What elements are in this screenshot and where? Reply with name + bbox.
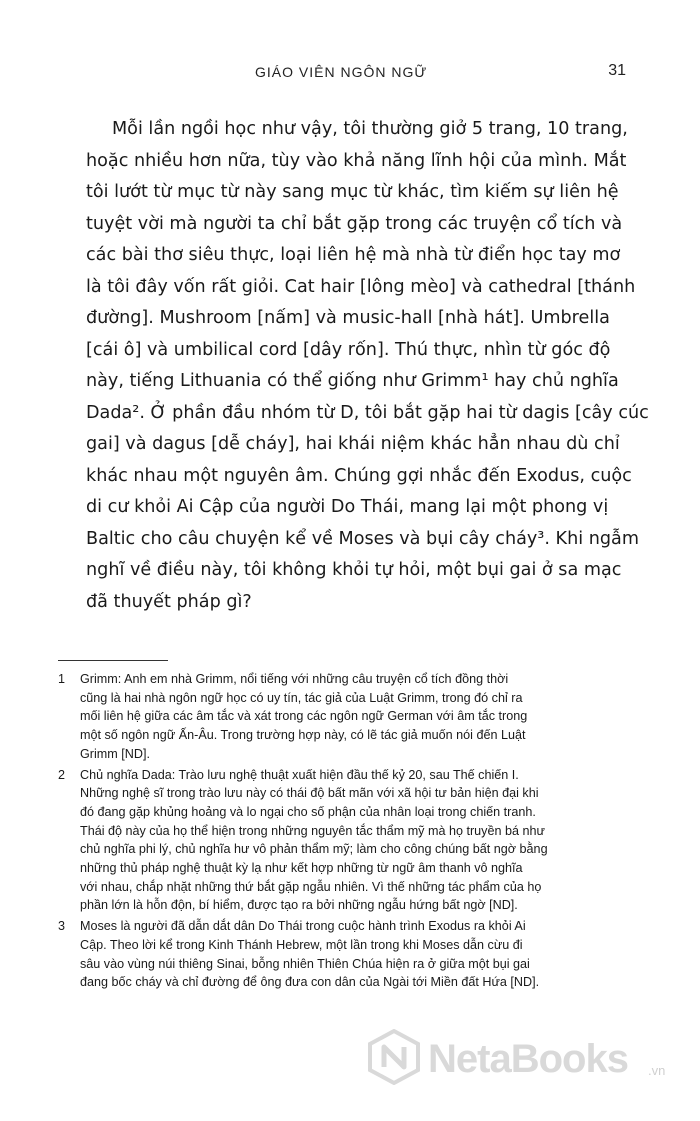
page-number: 31 bbox=[608, 62, 626, 79]
footnote-line: chủ nghĩa phi lý, chủ nghĩa hư vô phản thẩm mỹ; làm cho công chúng bất ngờ bằng bbox=[80, 842, 548, 857]
watermark bbox=[366, 1025, 686, 1095]
body-line: hoặc nhiều hơn nữa, tùy vào khả năng lĩnh hội của mình. Mắt bbox=[86, 150, 627, 171]
footnote-text bbox=[80, 917, 654, 992]
body-line: tuyệt vời mà người ta chỉ bắt gặp trong các truyện cổ tích và bbox=[86, 213, 623, 234]
footnote-text bbox=[80, 766, 654, 916]
body-line: là tôi đây vốn rất giỏi. Cat hair [lông mèo] và cathedral [thánh bbox=[86, 276, 636, 297]
footnote-number: 2 bbox=[58, 767, 66, 782]
footnote-line: Cập. Theo lời kể trong Kinh Thánh Hebrew, một lần trong khi Moses dẫn cừu đi bbox=[80, 937, 523, 952]
footnote-number: 1 bbox=[58, 672, 66, 686]
footnote bbox=[58, 766, 654, 916]
body-line: đã thuyết pháp gì? bbox=[86, 591, 252, 612]
footnotes bbox=[58, 670, 654, 994]
footnote-line: một số ngôn ngữ Ấn-Âu. Trong trường hợp này, có lẽ tác giả muốn nói đến Luật bbox=[80, 728, 526, 743]
footnote-number: 3 bbox=[58, 919, 66, 934]
footnote-line: Moses là người đã dẫn dắt dân Do Thái trong cuộc hành trình Exodus ra khỏi Ai bbox=[80, 919, 526, 934]
watermark-domain: .vn bbox=[648, 1063, 666, 1078]
body-line: các bài thơ siêu thực, loại liên hệ mà nhà từ điển học tay mơ bbox=[86, 245, 621, 265]
watermark-brand: NetaBooks bbox=[428, 1037, 628, 1081]
running-title: GIÁO VIÊN NGÔN NGỮ bbox=[255, 64, 428, 80]
body-line: này, tiếng Lithuania có thể giống như Grimm¹ hay chủ nghĩa bbox=[86, 371, 619, 391]
body-line: tôi lướt từ mục từ này sang mục từ khác, tìm kiếm sự liên hệ bbox=[86, 182, 619, 202]
footnote-line: với nhau, chắp nhặt những thứ bắt gặp ngẫu nhiên. Vì thế những tác phẩm của họ bbox=[80, 879, 542, 894]
body-line: Mỗi lần ngồi học như vậy, tôi thường giở 5 trang, 10 trang, bbox=[112, 119, 628, 139]
body-line: nghĩ về điều này, tôi không khỏi tự hỏi, một bụi gai ở sa mạc bbox=[86, 560, 622, 580]
body-line: gai] và dagus [dễ cháy], hai khái niệm khác hẳn nhau dù chỉ bbox=[86, 434, 620, 454]
footnote-divider bbox=[58, 660, 168, 661]
footnote bbox=[58, 670, 654, 764]
footnote-line: sâu vào vùng núi thiêng Sinai, bỗng nhiên Thiên Chúa hiện ra ở giữa một bụi gai bbox=[80, 956, 530, 971]
body-line: khác nhau một nguyên âm. Chúng gợi nhắc đến Exodus, cuộc bbox=[86, 465, 632, 486]
footnote-line: Thái độ này của họ thể hiện trong những nguyên tắc thẩm mỹ mà họ truyền bá như bbox=[80, 823, 545, 838]
netabooks-logo-icon bbox=[366, 1029, 422, 1085]
footnote-text bbox=[80, 670, 654, 764]
footnote-line: Chủ nghĩa Dada: Trào lưu nghệ thuật xuất hiện đầu thế kỷ 20, sau Thế chiến I. bbox=[80, 767, 519, 782]
footnote-line: đó đang gặp khủng hoảng và lo ngại cho số phận của nhân loại trong chiến tranh. bbox=[80, 804, 536, 819]
footnote-line: Những nghệ sĩ trong trào lưu này có thái độ bất mãn với xã hội tư bản hiện đại khi bbox=[80, 786, 539, 801]
body-line: Dada². Ở phần đầu nhóm từ D, tôi bắt gặp hai từ dagis [cây cúc bbox=[86, 402, 649, 423]
footnote-line: Grimm: Anh em nhà Grimm, nổi tiếng với những câu truyện cổ tích đồng thời bbox=[80, 672, 509, 686]
body-line: [cái ô] và umbilical cord [dây rốn]. Thú thực, nhìn từ góc độ bbox=[86, 339, 611, 360]
footnote-line: mối liên hệ giữa các âm tắc và xát trong các ngôn ngữ German với âm tắc trong bbox=[80, 709, 528, 724]
running-header bbox=[0, 60, 700, 90]
footnote-line: phần lớn là hỗn độn, bí hiểm, được tạo ra bởi những ngẫu hứng bất ngờ [ND]. bbox=[80, 898, 518, 913]
footnote-line: những thủ pháp nghệ thuật kỳ lạ như kết hợp những từ ngữ âm thanh vô nghĩa bbox=[80, 861, 523, 876]
footnote-line: cũng là hai nhà ngôn ngữ học có uy tín, tác giả của Luật Grimm, trong đó chỉ ra bbox=[80, 690, 523, 705]
body-line: Baltic cho câu chuyện kể về Moses và bụi cây cháy³. Khi ngẫm bbox=[86, 528, 639, 549]
body-line: đường]. Mushroom [nấm] và music-hall [nhà hát]. Umbrella bbox=[86, 308, 610, 328]
body-paragraph bbox=[86, 114, 652, 618]
footnote-line: đang bốc cháy và chỉ đường để ông đưa con dân của Ngài tới Miền đất Hứa [ND]. bbox=[80, 975, 540, 990]
footnote-line: Grimm [ND]. bbox=[80, 746, 150, 761]
body-line: di cư khỏi Ai Cập của người Do Thái, mang lại một phong vị bbox=[86, 497, 609, 517]
footnote bbox=[58, 917, 654, 992]
